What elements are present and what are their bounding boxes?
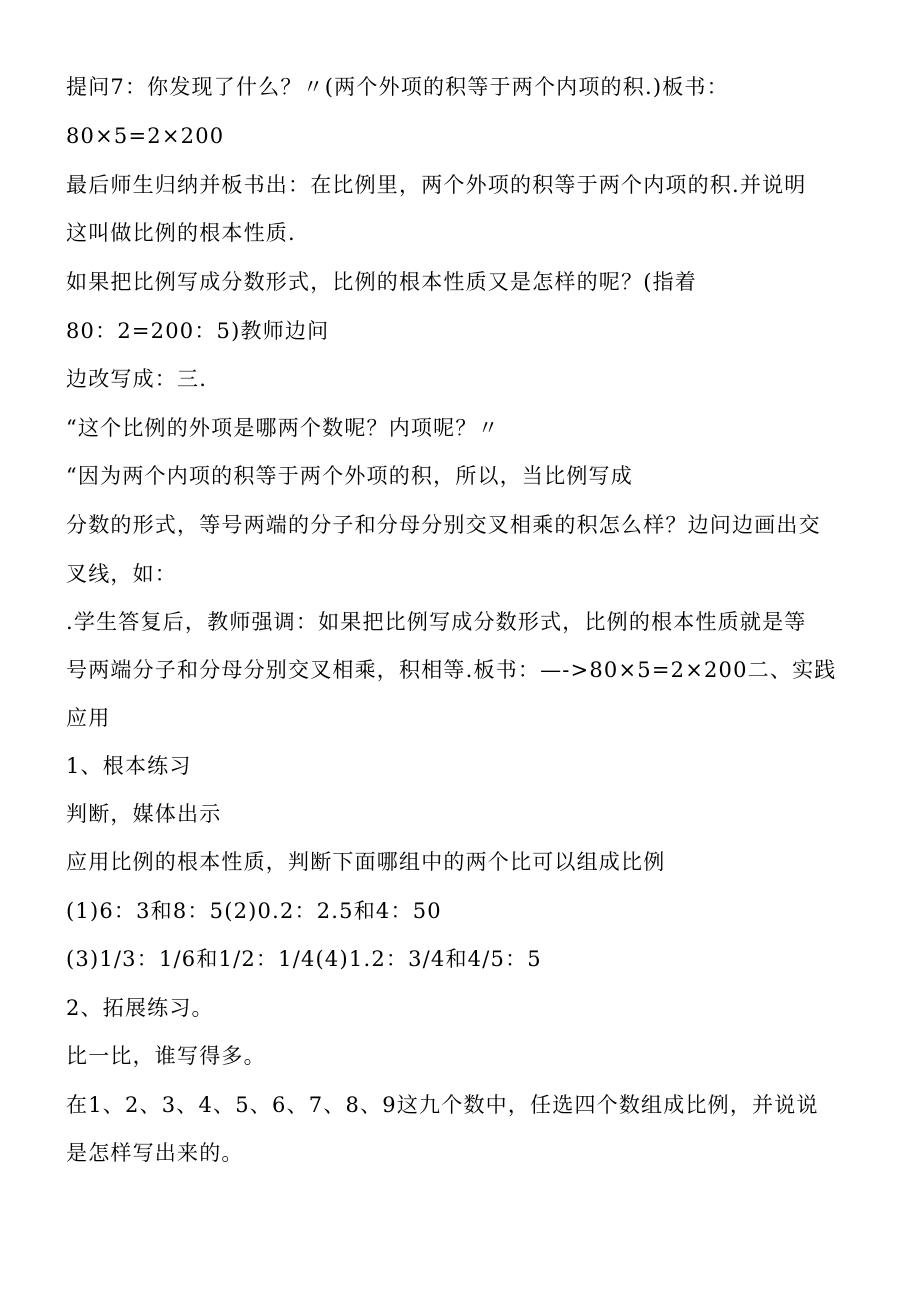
- text-line-15: 1、根本练习: [66, 754, 192, 778]
- text-line-8: “这个比例的外项是哪两个数呢？内项呢？〃: [66, 416, 500, 440]
- text-line-5: 如果把比例写成分数形式，比例的根本性质又是怎样的呢？(指着: [66, 270, 697, 294]
- text-line-2: 80×5=2×200: [66, 124, 225, 148]
- text-line-1: 提问7：你发现了什么？〃(两个外项的积等于两个内项的积.)板书：: [66, 75, 729, 99]
- text-line-4: 这叫做比例的根本性质.: [66, 221, 296, 245]
- text-line-21: 比一比，谁写得多。: [66, 1044, 266, 1068]
- text-line-23: 是怎样写出来的。: [66, 1141, 244, 1165]
- text-line-22: 在1、2、3、4、5、6、7、8、9这九个数中，任选四个数组成比例，并说说: [66, 1093, 819, 1117]
- text-line-3: 最后师生归纳并板书出：在比例里，两个外项的积等于两个内项的积.并说明: [66, 173, 807, 197]
- text-line-19: (3)1/3：1/6和1/2：1/4(4)1.2：3/4和4/5：5: [66, 947, 542, 971]
- text-line-10: 分数的形式，等号两端的分子和分母分别交叉相乘的积怎么样？边问边画出交: [66, 513, 821, 537]
- text-line-9: “因为两个内项的积等于两个外项的积，所以，当比例写成: [66, 464, 633, 488]
- text-line-13: 号两端分子和分母分别交叉相乘，积相等.板书：—->80×5=2×200二、实践: [66, 658, 837, 682]
- text-line-14: 应用: [66, 706, 111, 730]
- text-line-17: 应用比例的根本性质，判断下面哪组中的两个比可以组成比例: [66, 850, 666, 874]
- text-line-7: 边改写成：三.: [66, 367, 208, 391]
- text-line-12: .学生答复后，教师强调：如果把比例写成分数形式，比例的根本性质就是等: [66, 610, 807, 634]
- text-line-16: 判断，媒体出示: [66, 802, 222, 826]
- text-line-6: 80：2=200：5)教师边问: [66, 319, 330, 343]
- text-line-11: 叉线，如：: [66, 562, 177, 586]
- text-line-18: (1)6：3和8：5(2)0.2：2.5和4：50: [66, 899, 442, 923]
- text-line-20: 2、拓展练习。: [66, 996, 214, 1020]
